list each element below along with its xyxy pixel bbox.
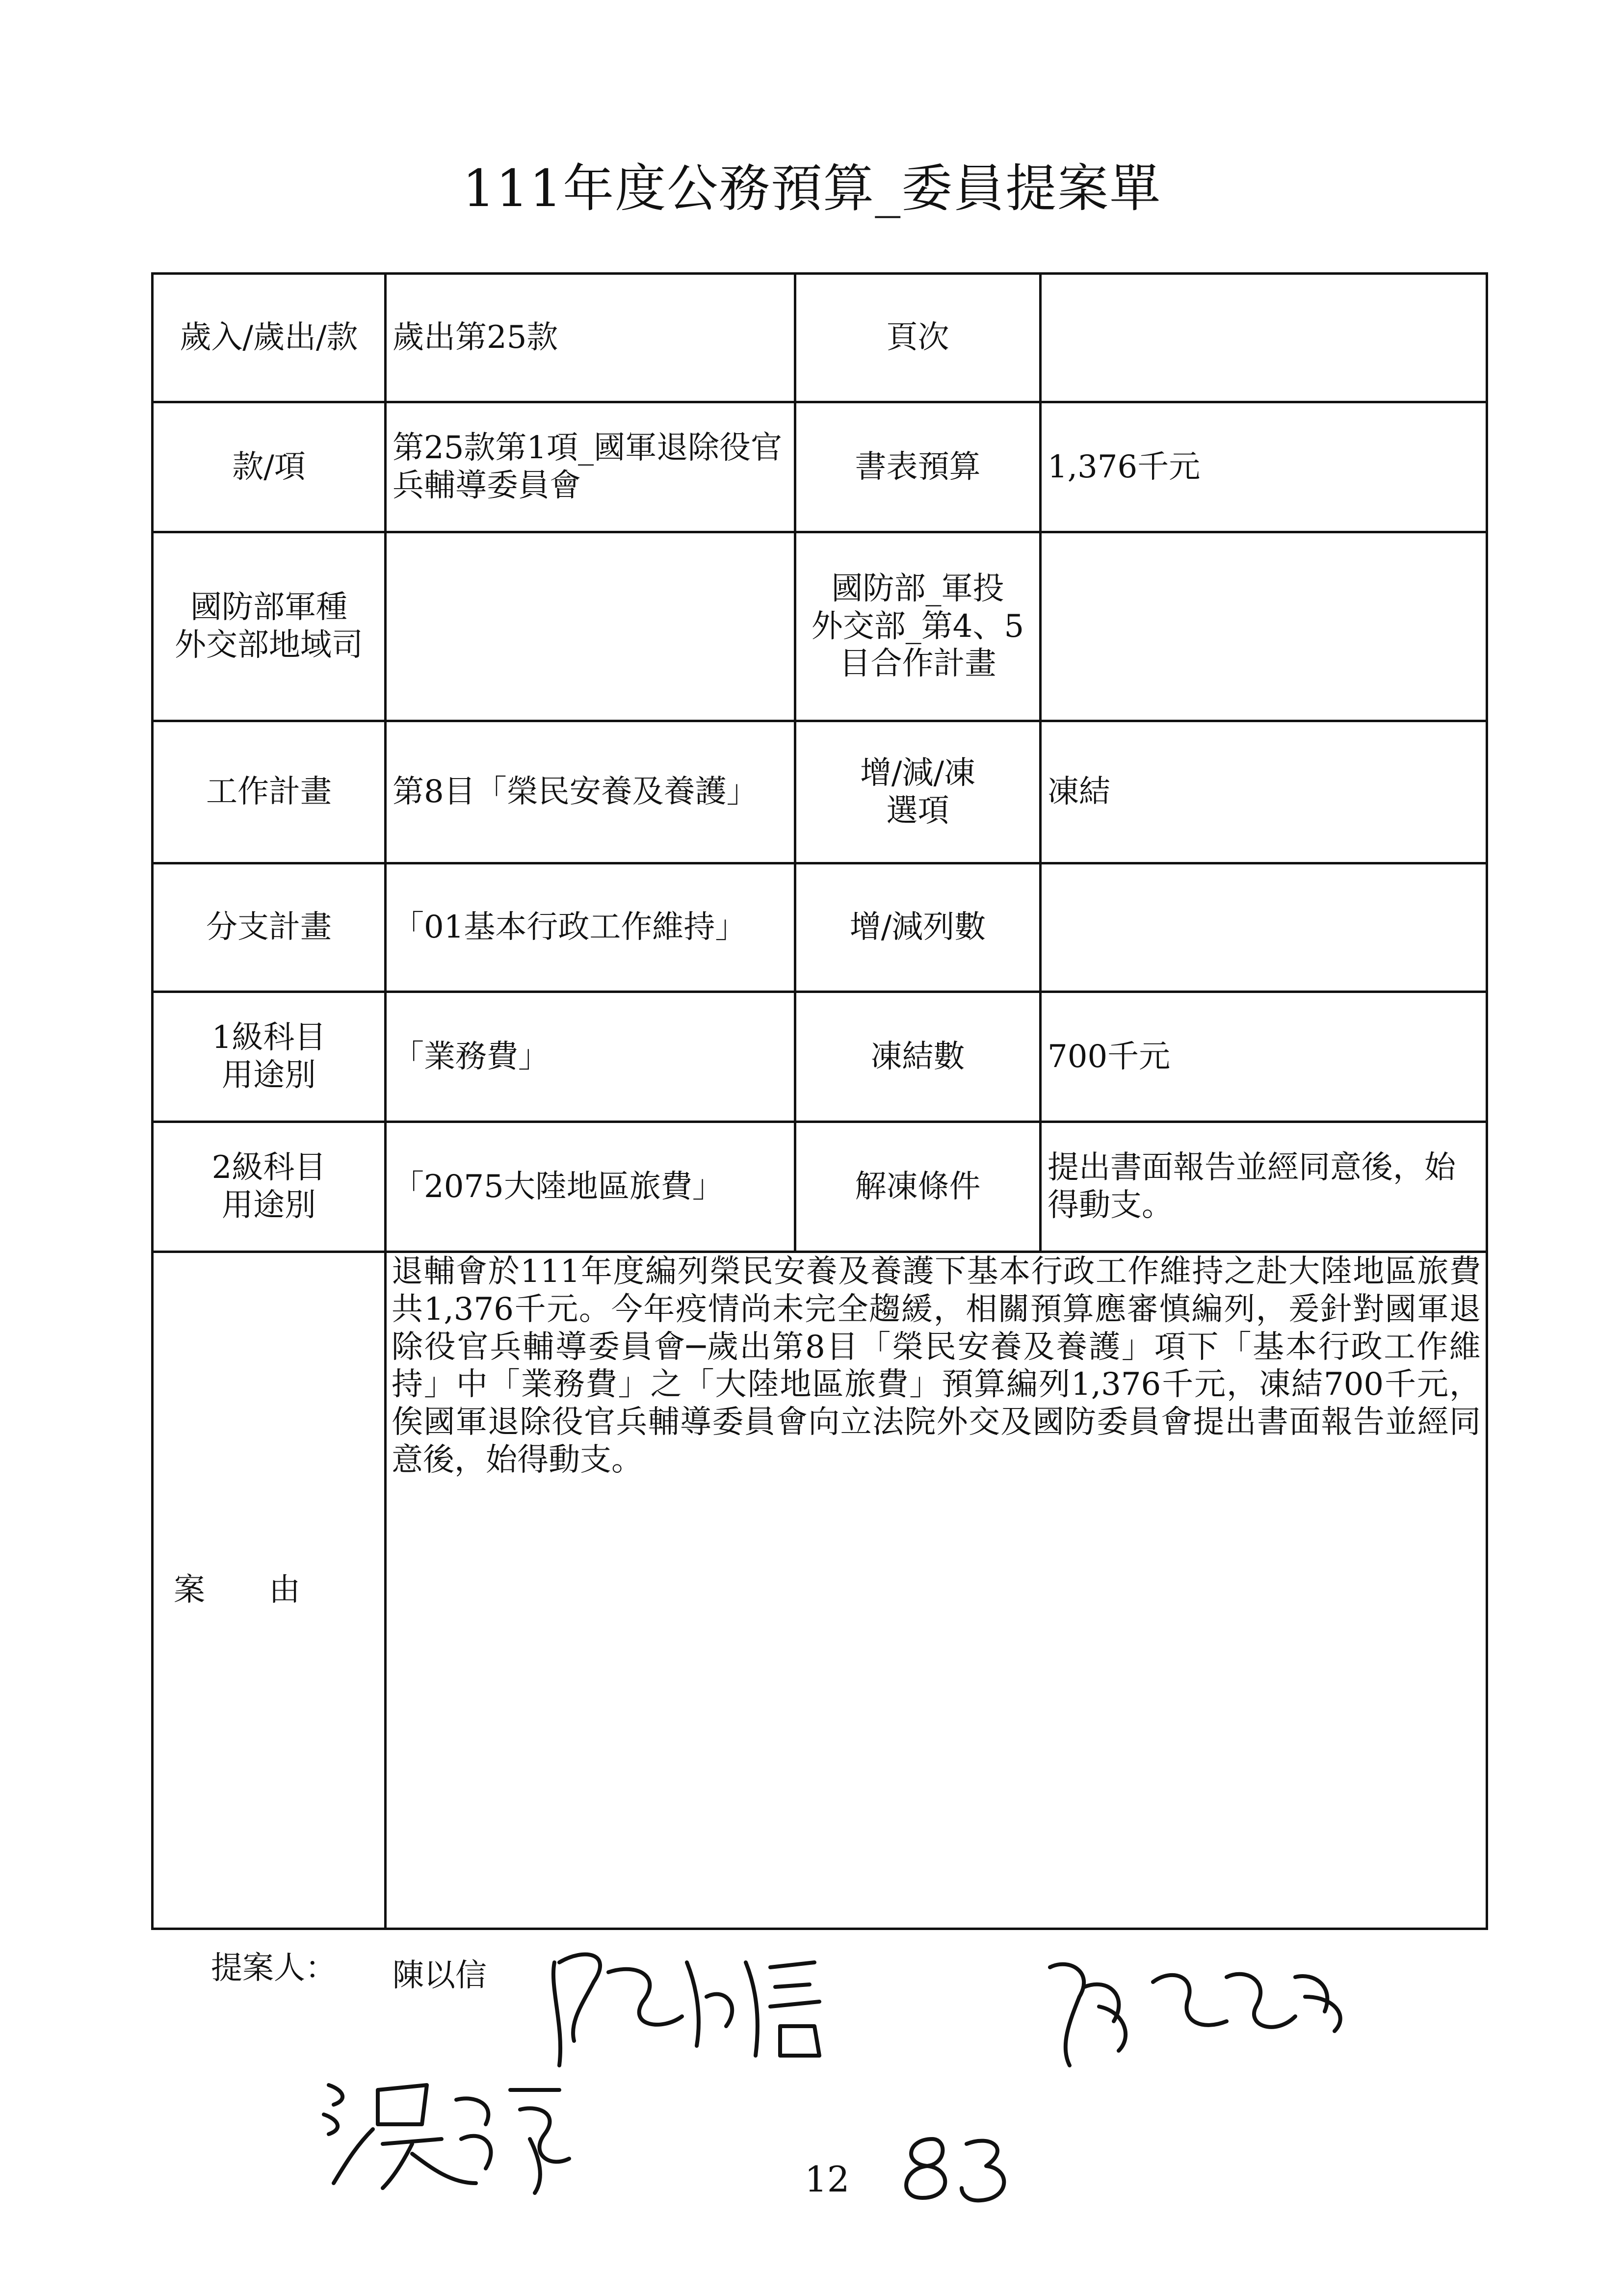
row-label: 增/減列數 <box>795 863 1041 992</box>
signature-2 <box>1040 1938 1359 2075</box>
proposer-name: 陳以信 <box>393 1957 487 1994</box>
row-value: 第8目「榮民安養及養護」 <box>386 721 795 863</box>
signature-1 <box>540 1943 883 2080</box>
row-label: 2級科目 用途別 <box>153 1122 386 1252</box>
row-value: 700千元 <box>1041 992 1487 1122</box>
handwritten-page-number <box>898 2129 1016 2208</box>
row-label: 國防部軍種 外交部地域司 <box>153 532 386 721</box>
form-row <box>153 721 1487 863</box>
row-value <box>1041 274 1487 402</box>
row-value <box>386 532 795 721</box>
form-row <box>153 1122 1487 1252</box>
page-number: 12 <box>805 2159 850 2200</box>
row-value: 1,376千元 <box>1041 402 1487 532</box>
row-label: 工作計畫 <box>153 721 386 863</box>
form-row <box>153 992 1487 1122</box>
proposal-form-table <box>151 272 1488 1930</box>
row-label: 頁次 <box>795 274 1041 402</box>
row-label: 歲入/歲出/款 <box>153 274 386 402</box>
row-value <box>1041 863 1487 992</box>
row-value: 第25款第1項_國軍退除役官兵輔導委員會 <box>386 402 795 532</box>
row-value <box>1041 532 1487 721</box>
proposer-label: 提案人： <box>211 1950 337 1986</box>
form-row <box>153 274 1487 402</box>
row-label: 增/減/凍 選項 <box>795 721 1041 863</box>
form-row <box>153 402 1487 532</box>
reason-row <box>153 1252 1487 1929</box>
row-value: 凍結 <box>1041 721 1487 863</box>
row-label: 解凍條件 <box>795 1122 1041 1252</box>
form-row <box>153 532 1487 721</box>
row-label: 款/項 <box>153 402 386 532</box>
row-value: 「01基本行政工作維持」 <box>386 863 795 992</box>
reason-text: 退輔會於111年度編列榮民安養及養護下基本行政工作維持之赴大陸地區旅費共1,376千元。今年疫情尚未完全趨緩，相關預算應審慎編列，爰針對國軍退除役官兵輔導委員會─歲出第8目「榮民安養及養護」項下「基本行政工作維持」中「業務費」之「大陸地區旅費」預算編列1,376千元，凍結700千元，俟國軍退除役官兵輔導委員會向立法院外交及國防委員會提出書面報告並經同意後，始得動支。 <box>386 1252 1487 1929</box>
row-value: 歲出第25款 <box>386 274 795 402</box>
row-label: 1級科目 用途別 <box>153 992 386 1122</box>
row-value: 「2075大陸地區旅費」 <box>386 1122 795 1252</box>
row-value: 提出書面報告並經同意後，始得動支。 <box>1041 1122 1487 1252</box>
form-title: 111年度公務預算_委員提案單 <box>462 158 1162 218</box>
form-row <box>153 863 1487 992</box>
reason-label: 案由 <box>153 1252 386 1929</box>
row-value: 「業務費」 <box>386 992 795 1122</box>
signature-3 <box>314 2070 589 2198</box>
row-label: 國防部_軍投 外交部_第4、5 目合作計畫 <box>795 532 1041 721</box>
row-label: 書表預算 <box>795 402 1041 532</box>
row-label: 凍結數 <box>795 992 1041 1122</box>
row-label: 分支計畫 <box>153 863 386 992</box>
